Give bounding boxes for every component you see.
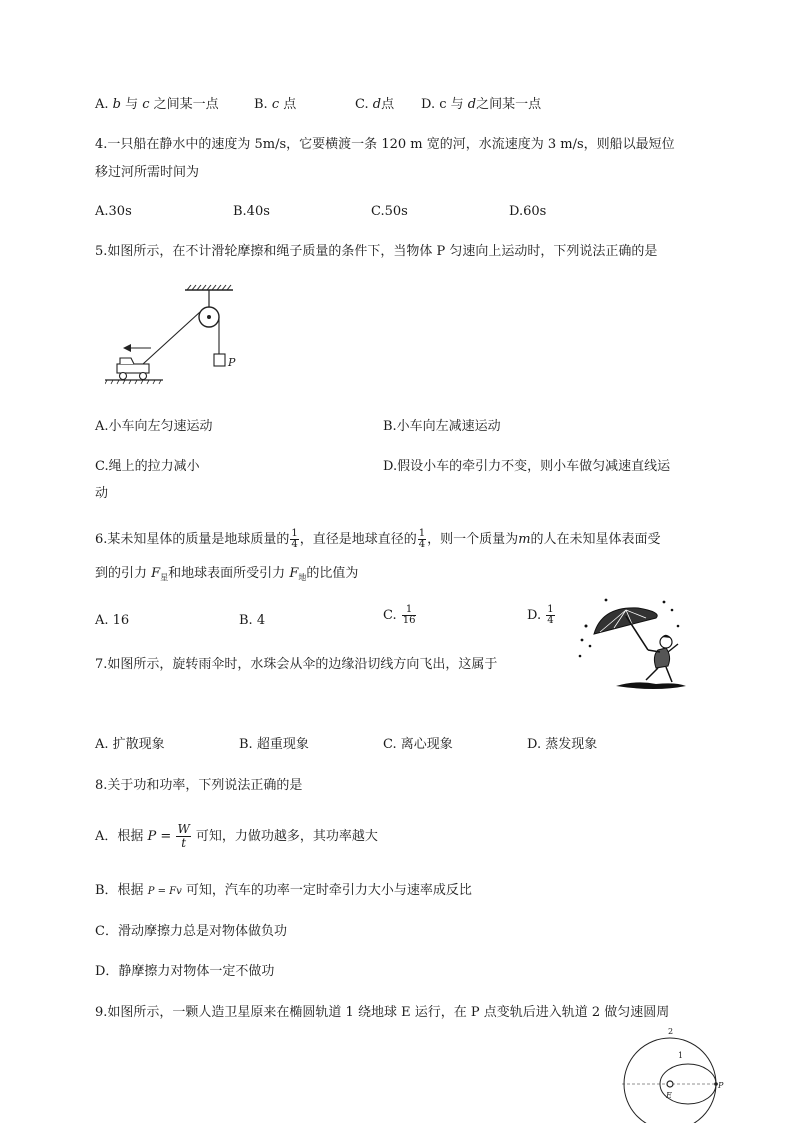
q5-option-b: B.小车向左减速运动 [383,419,501,434]
q4-option-d: D.60s [509,204,547,219]
q3-option-a: A. b 与 c 之间某一点 [95,97,219,112]
q6-stem-line1: 6.某未知星体的质量是地球质量的 $\frac{1}{4}$ ，直径是地球直径的 $\frac{1}{4}$ ，则一个质量为m的人在未知星体表面受 [95,528,661,550]
q7-stem: 7.如图所示，旋转雨伞时，水珠会从伞的边缘沿切线方向飞出，这属于 [95,657,498,672]
q4-option-b: B.40s [233,204,270,219]
q6-option-c: C. $\frac{1}{16}$ [383,604,416,626]
q3-option-b: B. c 点 [254,97,297,112]
figure-label-p: P [228,356,236,369]
q7-option-d: D. 蒸发现象 [527,737,598,752]
fraction-one-quarter: $\frac{1}{4}$ [291,528,298,550]
q6-option-d: D. $\frac{1}{4}$ [527,604,554,626]
q7-option-a: A. 扩散现象 [95,737,165,752]
pulley-cart-figure [105,282,245,388]
q5-option-c: C.绳上的拉力减小 [95,459,200,474]
q8-option-d: D．静摩擦力对物体一定不做功 [95,964,275,979]
q3-option-d: D. c 与 d之间某一点 [421,97,542,112]
q4-option-a: A.30s [95,204,132,219]
q6-option-b: B. 4 [239,613,266,628]
q5-option-a: A.小车向左匀速运动 [95,419,213,434]
orbit-label-2: 2 [668,1027,674,1036]
q6-option-a: A. 16 [95,613,130,628]
q9-stem: 9.如图所示，一颗人造卫星原来在椭圆轨道 1 绕地球 E 运行，在 P 点变轨后进入轨道 2 做匀速圆周 [95,1005,670,1020]
q5-stem: 5.如图所示，在不计滑轮摩擦和绳子质量的条件下，当物体 P 匀速向上运动时，下列说法正确的是 [95,244,658,259]
orbit-figure [618,1024,728,1123]
q8-option-b: B．根据 P = Fv 可知，汽车的功率一定时牵引力大小与速率成反比 [95,883,472,898]
q4-stem-line2: 移过河所需时间为 [95,165,200,180]
q7-option-b: B. 超重现象 [239,737,309,752]
q4-option-c: C.50s [371,204,408,219]
q8-stem: 8.关于功和功率，下列说法正确的是 [95,778,303,793]
q8-option-a: A．根据 P = $\frac{W}{t}$ 可知，力做功越多，其功率越大 [95,822,378,850]
q3-option-c: C. d点 [355,97,395,112]
q5-option-d-wrap: 动 [95,486,109,501]
orbit-label-1: 1 [678,1051,684,1060]
fraction-one-quarter: $\frac{1}{4}$ [418,528,426,550]
q4-stem-line1: 4.一只船在静水中的速度为 5m/s，它要横渡一条 120 m 宽的河，水流速度为 3 m/s，则船以最短位 [95,137,675,152]
point-label-p: P [718,1081,724,1090]
q6-stem-line2: 到的引力 $F_星$和地球表面所受引力 $F_地$的比值为 [95,566,359,582]
q7-option-c: C. 离心现象 [383,737,453,752]
q5-option-d: D.假设小车的牵引力不变，则小车做匀减速直线运 [383,459,671,474]
umbrella-figure [576,596,690,692]
q8-option-c: C．滑动摩擦力总是对物体做负功 [95,924,287,939]
earth-label-e: E [666,1091,672,1100]
